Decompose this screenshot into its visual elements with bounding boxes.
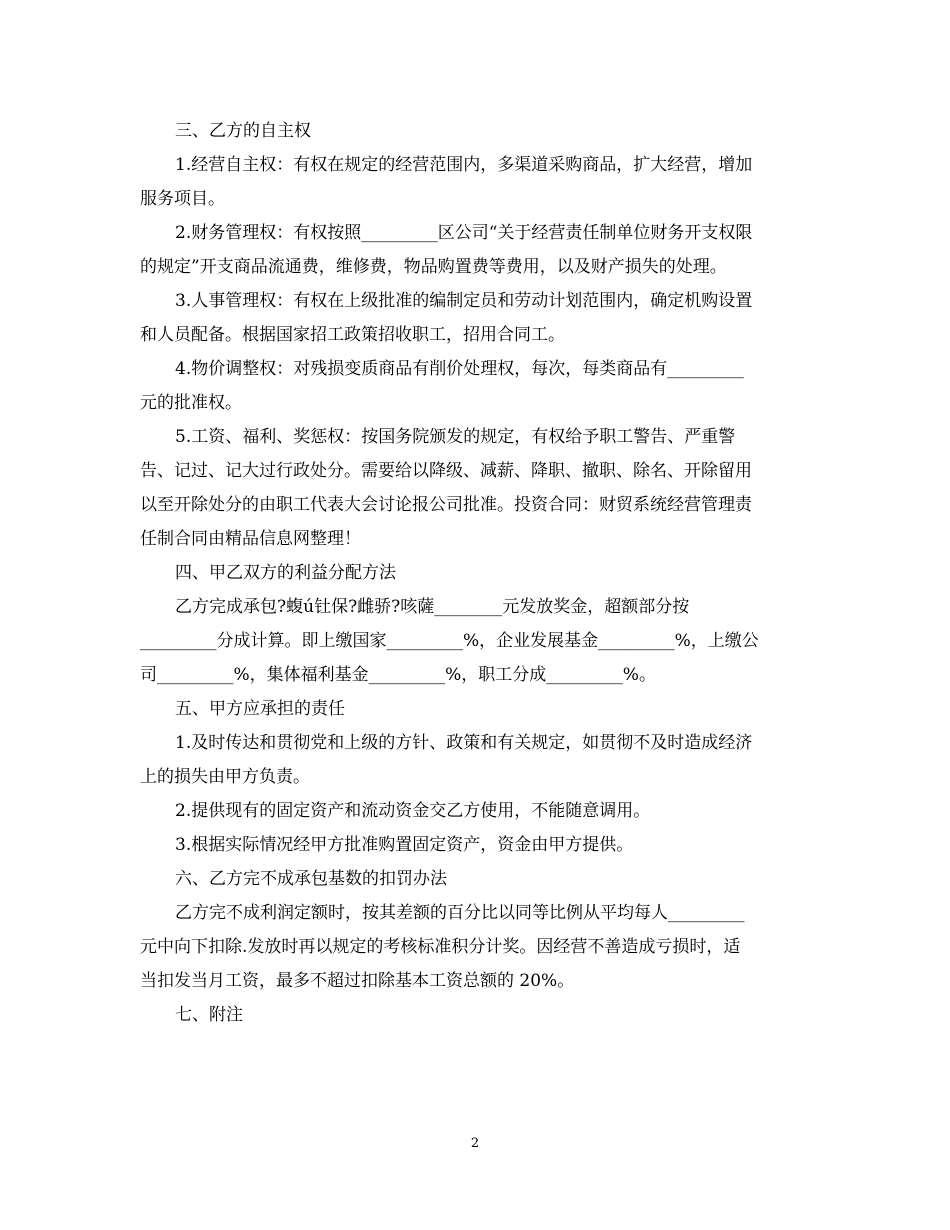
text-line: _________分成计算。即上缴国家_________%，企业发展基金_________%，上缴公 [140,631,759,651]
text-line: 和人员配备。根据国家招工政策招收职工，招用合同工。 [140,325,565,345]
text-line: 元的批准权。 [140,393,242,413]
text-line: 3.人事管理权：有权在上级批准的编制定员和劳动计划范围内，确定机购设置 [175,291,753,311]
text-line: 乙方完成承包?蝮ú钍保?雌骄?咳薩________元发放奖金，超额部分按 [175,597,690,617]
text-line: 以至开除处分的由职工代表大会讨论报公司批准。投资合同：财贸系统经营管理责 [140,495,752,515]
text-line: 上的损失由甲方负责。 [140,767,310,787]
text-line: 乙方完不成利润定额时，按其差额的百分比以同等比例从平均每人_________ [175,903,745,923]
document-body [140,114,814,1032]
text-line: 3.根据实际情况经甲方批准购置固定资产，资金由甲方提供。 [175,835,634,855]
text-line: 四、甲乙双方的利益分配方法 [175,563,396,583]
text-line: 司_________%，集体福利基金_________%，职工分成_________%。 [140,665,656,685]
page-number: 2 [470,1136,480,1151]
text-line: 三、乙方的自主权 [175,121,311,141]
text-line: 当扣发当月工资，最多不超过扣除基本工资总额的 20%。 [140,971,575,991]
text-line: 六、乙方完不成承包基数的扣罚办法 [175,869,447,889]
text-line: 七、附注 [175,1005,243,1025]
text-line: 五、甲方应承担的责任 [175,699,345,719]
text-line: 2.提供现有的固定资产和流动资金交乙方使用，不能随意调用。 [175,801,651,821]
text-line: 1.经营自主权：有权在规定的经营范围内，多渠道采购商品，扩大经营，增加 [175,155,753,175]
text-line: 1.及时传达和贯彻党和上级的方针、政策和有关规定，如贯彻不及时造成经济 [175,733,753,753]
text-line: 4.物价调整权：对残损变质商品有削价处理权，每次，每类商品有_________ [175,359,744,379]
text-line: 告、记过、记大过行政处分。需要给以降级、减薪、降职、撤职、除名、开除留用 [140,461,752,481]
text-line: 服务项目。 [140,189,225,209]
text-line: 的规定”开支商品流通费，维修费，物品购置费等费用，以及财产损失的处理。 [140,257,727,277]
text-line: 5.工资、福利、奖惩权：按国务院颁发的规定，有权给予职工警告、严重警 [175,427,736,447]
text-line: 任制合同由精品信息网整理！ [140,529,361,549]
text-line: 2.财务管理权：有权按照_________区公司“关于经营责任制单位财务开支权限 [175,223,753,243]
text-line: 元中向下扣除.发放时再以规定的考核标准积分计奖。因经营不善造成亏损时，适 [140,937,741,957]
